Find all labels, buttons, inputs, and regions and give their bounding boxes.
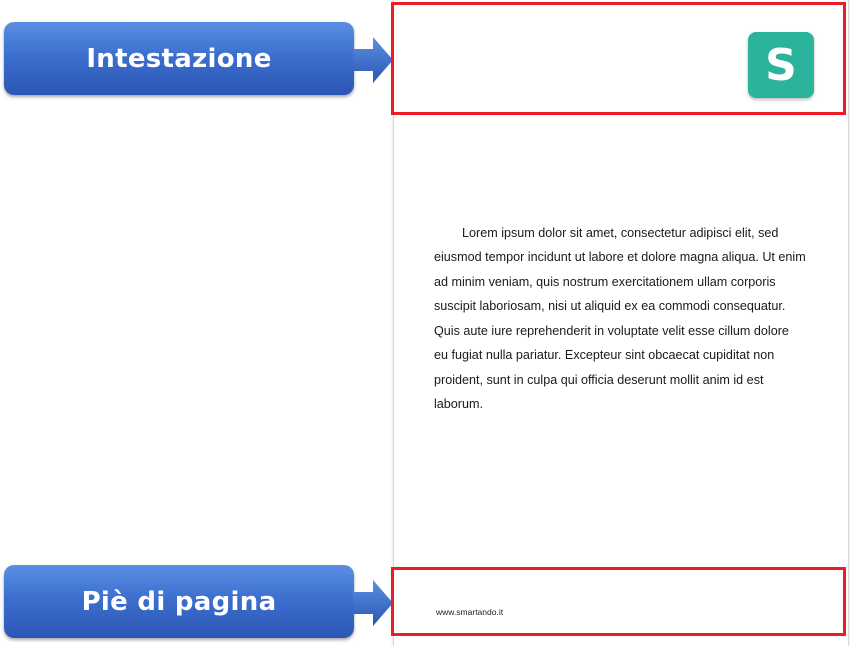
footer-callout-label: Piè di pagina xyxy=(81,586,277,617)
header-callout-label: Intestazione xyxy=(86,43,272,74)
right-arrow-icon xyxy=(353,37,393,83)
header-callout xyxy=(4,22,354,95)
footer-callout xyxy=(4,565,354,638)
logo-letter: S xyxy=(765,39,797,91)
header-highlight-box xyxy=(391,2,846,115)
footer-highlight-box xyxy=(391,567,846,636)
footer-url: www.smartando.it xyxy=(436,607,504,617)
body-paragraph: Lorem ipsum dolor sit amet, consectetur adipisci elit, sed eiusmod tempor incidunt ut labore et dolore magna aliqua. Ut enim ad minim veniam, quis nostrum exercitationem ullam corporis suscipit laboriosam, nisi ut aliquid ex ea commodi consequatur. Quis aute iure reprehenderit in voluptate velit esse cillum dolore eu fugiat nulla pariatur. Excepteur sint obcaecat cupiditat non proident, sunt in culpa qui officia deserunt mollit anim id est laborum. xyxy=(434,225,806,412)
right-arrow-icon xyxy=(353,580,393,626)
